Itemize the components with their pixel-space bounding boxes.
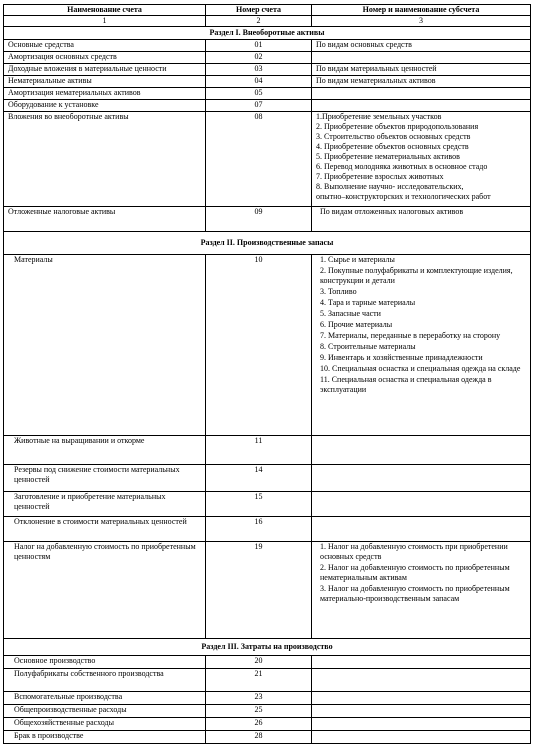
subaccount-item: 1. Сырье и материалы — [320, 255, 395, 264]
section-row — [4, 639, 531, 656]
subaccount-item: 9. Инвентарь и хозяйственные принадлежности — [320, 353, 483, 362]
account-number: 20 — [206, 656, 312, 669]
account-row — [4, 656, 531, 669]
subaccount-item: 8. Строительные материалы — [320, 342, 416, 351]
account-number: 03 — [206, 64, 312, 76]
account-number: 16 — [206, 517, 312, 542]
header-row — [4, 5, 531, 16]
subaccount-cell — [312, 88, 531, 100]
subaccount-cell — [312, 40, 531, 52]
account-row — [4, 207, 531, 232]
section-row — [4, 27, 531, 40]
subaccount-item: 6. Прочие материалы — [320, 320, 393, 329]
subaccount-cell — [312, 656, 531, 669]
account-number: 21 — [206, 669, 312, 692]
subaccount-cell — [312, 705, 531, 718]
account-row — [4, 64, 531, 76]
subaccount-cell — [312, 542, 531, 639]
header-subaccount: Номер и наименование субсчета — [312, 5, 531, 16]
subaccount-item: 3. Топливо — [320, 287, 357, 296]
column-number: 2 — [206, 16, 312, 27]
account-name: Вложения во внеоборотные активы — [4, 112, 206, 207]
account-row — [4, 669, 531, 692]
subaccount-cell — [312, 112, 531, 207]
subaccount-item: 11. Специальная оснастка и специальная одежда в эксплуатации — [320, 375, 492, 394]
subaccount-item: 2. Покупные полуфабрикаты и комплектующие изделия, конструкции и детали — [320, 266, 513, 285]
subaccount-cell — [312, 718, 531, 731]
subaccount-item: По видам отложенных налоговых активов — [320, 207, 464, 216]
subaccount-cell — [312, 731, 531, 744]
subaccount-item: 10. Специальная оснастка и специальная одежда на складе — [320, 364, 521, 373]
chart-of-accounts-table — [3, 4, 531, 744]
subaccount-item: 1. Налог на добавленную стоимость при приобретении основных средств — [320, 542, 508, 561]
account-number: 05 — [206, 88, 312, 100]
subaccount-cell — [312, 436, 531, 465]
subaccount-item: 3. Налог на добавленную стоимость по приобретенным материально-производственным запасам — [320, 584, 510, 603]
account-name: Оборудование к установке — [4, 100, 206, 112]
account-row — [4, 436, 531, 465]
account-name: Общехозяйственные расходы — [4, 718, 206, 731]
account-number: 01 — [206, 40, 312, 52]
header-account-number: Номер счета — [206, 5, 312, 16]
section-title: Раздел III. Затраты на производство — [4, 639, 531, 656]
account-number: 15 — [206, 492, 312, 517]
account-name: Амортизация основных средств — [4, 52, 206, 64]
subaccount-item: 8. Выполнение научно- исследовательских, — [316, 182, 464, 191]
subaccount-cell — [312, 517, 531, 542]
account-number: 19 — [206, 542, 312, 639]
account-number: 04 — [206, 76, 312, 88]
account-row — [4, 465, 531, 492]
account-row — [4, 731, 531, 744]
header-numbers-row — [4, 16, 531, 27]
subaccount-cell — [312, 64, 531, 76]
account-name: Отложенные налоговые активы — [4, 207, 206, 232]
account-row — [4, 40, 531, 52]
account-row — [4, 52, 531, 64]
account-row — [4, 88, 531, 100]
subaccount-item: 7. Материалы, переданные в переработку на сторону — [320, 331, 501, 340]
subaccount-item: 6. Перевод молодняка животных в основное стадо — [316, 162, 488, 171]
account-number: 11 — [206, 436, 312, 465]
account-name: Резервы под снижение стоимости материальных ценностей — [4, 465, 206, 492]
subaccount-cell — [312, 76, 531, 88]
account-number: 09 — [206, 207, 312, 232]
subaccount-cell — [312, 669, 531, 692]
account-number: 25 — [206, 705, 312, 718]
column-number: 1 — [4, 16, 206, 27]
account-row — [4, 492, 531, 517]
subaccount-item: 1.Приобретение земельных участков — [316, 112, 442, 121]
column-number: 3 — [312, 16, 531, 27]
account-name: Материалы — [4, 255, 206, 436]
header-account-name: Наименование счета — [4, 5, 206, 16]
subaccount-item: 4. Приобретение объектов основных средств — [316, 142, 469, 151]
subaccount-item: По видам нематериальных активов — [316, 76, 436, 85]
subaccount-cell — [312, 100, 531, 112]
subaccount-item: 7. Приобретение взрослых животных — [316, 172, 444, 181]
subaccount-item: 4. Тара и тарные материалы — [320, 298, 416, 307]
account-name: Нематериальные активы — [4, 76, 206, 88]
account-name: Доходные вложения в материальные ценности — [4, 64, 206, 76]
account-row — [4, 718, 531, 731]
subaccount-cell — [312, 465, 531, 492]
account-row — [4, 705, 531, 718]
account-number: 28 — [206, 731, 312, 744]
account-number: 26 — [206, 718, 312, 731]
subaccount-item: По видам материальных ценностей — [316, 64, 437, 73]
subaccount-cell — [312, 492, 531, 517]
account-number: 23 — [206, 692, 312, 705]
subaccount-cell — [312, 692, 531, 705]
subaccount-cell — [312, 52, 531, 64]
subaccount-item: 5. Приобретение нематериальных активов — [316, 152, 460, 161]
account-number: 08 — [206, 112, 312, 207]
account-row — [4, 112, 531, 207]
subaccount-item: 2. Приобретение объектов природопользования — [316, 122, 479, 131]
subaccount-cell — [312, 207, 531, 232]
account-name: Налог на добавленную стоимость по приобретенным ценностям — [4, 542, 206, 639]
table-body — [4, 5, 531, 744]
account-name: Заготовление и приобретение материальных ценностей — [4, 492, 206, 517]
account-row — [4, 100, 531, 112]
account-row — [4, 542, 531, 639]
subaccount-item: 5. Запасные части — [320, 309, 381, 318]
account-name: Брак в производстве — [4, 731, 206, 744]
subaccount-item: По видам основных средств — [316, 40, 412, 49]
section-title: Раздел I. Внеоборотные активы — [4, 27, 531, 40]
account-row — [4, 76, 531, 88]
account-row — [4, 692, 531, 705]
account-row — [4, 517, 531, 542]
account-name: Основное производство — [4, 656, 206, 669]
subaccount-cell — [312, 255, 531, 436]
account-number: 02 — [206, 52, 312, 64]
account-name: Общепроизводственные расходы — [4, 705, 206, 718]
subaccount-item: 3. Строительство объектов основных средств — [316, 132, 471, 141]
account-name: Основные средства — [4, 40, 206, 52]
account-name: Отклонение в стоимости материальных ценностей — [4, 517, 206, 542]
account-number: 07 — [206, 100, 312, 112]
account-name: Амортизация нематериальных активов — [4, 88, 206, 100]
section-row — [4, 232, 531, 255]
subaccount-item: опытно–конструкторских и технологических работ — [316, 192, 491, 201]
account-number: 10 — [206, 255, 312, 436]
account-name: Полуфабрикаты собственного производства — [4, 669, 206, 692]
subaccount-item: 2. Налог на добавленную стоимость по приобретенным нематериальным активам — [320, 563, 510, 582]
account-number: 14 — [206, 465, 312, 492]
account-name: Вспомогательные производства — [4, 692, 206, 705]
account-name: Животные на выращивании и откорме — [4, 436, 206, 465]
section-title: Раздел II. Производственные запасы — [4, 232, 531, 255]
account-row — [4, 255, 531, 436]
